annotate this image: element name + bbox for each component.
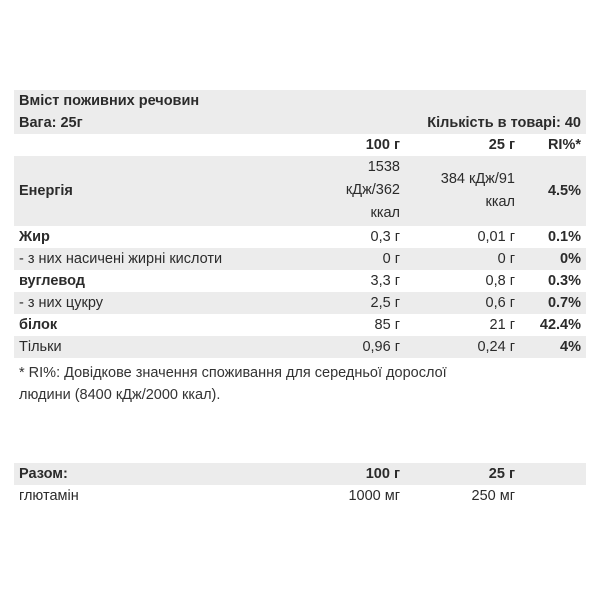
row-ri: 0.3% [547, 273, 581, 289]
row-per-25g: 0,01 г [477, 229, 515, 245]
ingredients-header-25g: 25 г [488, 466, 515, 482]
energy-ri: 4.5% [547, 183, 581, 199]
row-ri: 0% [560, 251, 581, 267]
table-row [14, 270, 586, 292]
table-title: Вміст поживних речовин [19, 93, 200, 109]
row-per-100g: 0 г [382, 251, 400, 267]
row-per-100g: 85 г [374, 317, 400, 333]
energy-label: Енергія [19, 183, 73, 199]
row-per-100g: 1000 мг [348, 488, 400, 504]
ingredients-header-100g: 100 г [365, 466, 400, 482]
ingredients-header-row [14, 463, 586, 485]
energy-25-line1: 384 кДж/91 [440, 171, 515, 187]
ingredients-table [14, 463, 586, 507]
table-row [14, 248, 586, 270]
energy-100-line2: кДж/362 [345, 182, 400, 198]
row-label: вуглевод [19, 273, 85, 289]
row-per-100g: 0,3 г [370, 229, 400, 245]
row-per-25g: 0,8 г [485, 273, 515, 289]
table-row-energy [14, 156, 586, 226]
row-per-100g: 0,96 г [362, 339, 400, 355]
table-row [14, 292, 586, 314]
footnote-line1: * RI%: Довідкове значення споживання для середньої дорослої [19, 365, 447, 381]
row-ri: 42.4% [539, 317, 581, 333]
total-label: Разом: [19, 466, 68, 482]
row-per-25g: 0,6 г [485, 295, 515, 311]
energy-25-line2: ккал [485, 194, 515, 210]
row-ri: 4% [560, 339, 581, 355]
row-per-25g: 0 г [497, 251, 515, 267]
row-label: білок [19, 317, 58, 333]
row-label: Жир [19, 229, 50, 245]
row-label: - з них насичені жирні кислоти [19, 251, 223, 267]
weight-count-row [14, 112, 586, 134]
table-row [14, 336, 586, 358]
row-ri: 0.7% [547, 295, 581, 311]
row-per-25g: 250 мг [471, 488, 515, 504]
energy-per-25g [441, 168, 515, 214]
footnote-line2: людини (8400 кДж/2000 ккал). [19, 387, 221, 403]
header-per-100g: 100 г [365, 137, 400, 153]
table-title-row [14, 90, 586, 112]
nutrition-table [14, 90, 586, 406]
header-per-25g: 25 г [488, 137, 515, 153]
energy-per-100g [346, 156, 400, 225]
table-row [14, 226, 586, 248]
table-row [14, 485, 586, 507]
row-per-25g: 21 г [489, 317, 515, 333]
row-label: - з них цукру [19, 295, 103, 311]
row-per-25g: 0,24 г [477, 339, 515, 355]
header-ri: RI%* [547, 137, 581, 153]
row-per-100g: 3,3 г [370, 273, 400, 289]
row-label: Тільки [19, 339, 62, 355]
energy-100-line1: 1538 [367, 159, 400, 175]
row-label: глютамін [19, 488, 79, 504]
row-ri: 0.1% [547, 229, 581, 245]
servings-count: Кількість в товарі: 40 [427, 115, 581, 131]
energy-100-line3: ккал [370, 205, 400, 221]
footnote [14, 362, 586, 406]
table-row [14, 314, 586, 336]
serving-weight: Вага: 25г [19, 115, 83, 131]
column-header-row [14, 134, 586, 156]
row-per-100g: 2,5 г [370, 295, 400, 311]
